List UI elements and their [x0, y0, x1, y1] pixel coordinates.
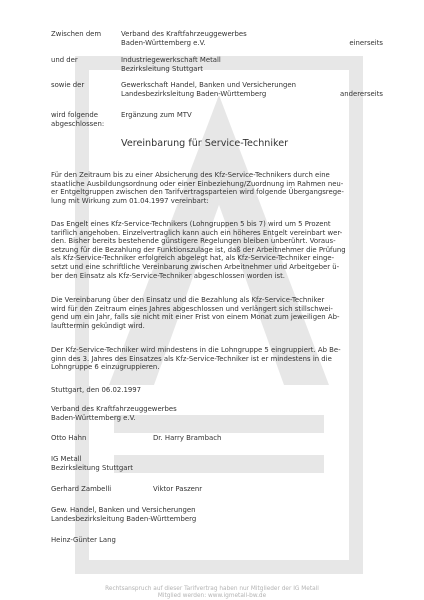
signatory-name: Viktor Paszenr: [153, 485, 203, 493]
text-line: Der Kfz-Service-Techniker wird mindestens in die Lohngruppe 5 eingruppiert. Ab Be-: [51, 346, 341, 354]
footer: [0, 586, 424, 600]
text-line: er Entgeltgruppen zwischen den Tarifvertragsparteien wird folgende Übergangsrege-: [51, 188, 344, 197]
text-line: laufttermin gekündigt wird.: [51, 321, 145, 330]
signatory-name: Otto Hahn: [51, 434, 87, 442]
agreement-type: Ergänzung zum MTV: [121, 111, 192, 119]
text-line: Die Vereinbarung über den Einsatz und die Bezahlung als Kfz-Service-Techniker: [51, 296, 325, 304]
text-line: gend um ein Jahr, falls sie nicht mit einer Frist von einem Monat zum jeweiligen Ab-: [51, 313, 340, 322]
party-label: Zwischen dem: [51, 30, 102, 38]
text-line: als Kfz-Service-Techniker erfolgreich abgelegt hat, als Kfz-Service-Techniker einge-: [51, 254, 335, 263]
signature-org: Gew. Handel, Banken und Versicherungen: [51, 506, 196, 514]
footer-line: Rechtsanspruch auf dieser Tarifvertrag haben nur Mitglieder der IG Metall: [105, 586, 319, 592]
party-name: Landesbezirksleitung Baden-Württemberg: [121, 89, 267, 98]
signature-org: IG Metall: [51, 455, 82, 463]
signature-block-2: [51, 455, 381, 472]
signature-block-1: [51, 405, 381, 422]
paragraph-3: [51, 296, 381, 330]
footer-line: Mitglied werden: www.igmetall-bw.de: [157, 593, 267, 600]
text-line: setzung für die Bezahlung der Funktionszulage ist, daß der Arbeitnehmer die Prüfung: [51, 245, 346, 254]
text-line: ber den Einsatz als Kfz-Service-Techniker abgeschlossen worden ist.: [51, 271, 285, 280]
paragraph-2: [51, 220, 381, 280]
party-label: wird folgende: [51, 111, 98, 119]
text-line: lung mit Wirkung zum 01.04.1997 vereinbart:: [51, 196, 209, 205]
party-label: abgeschlossen:: [51, 119, 105, 128]
party-name: Industriegewerkschaft Metall: [121, 56, 221, 64]
party-label: sowie der: [51, 81, 85, 89]
signature-names-2: [51, 485, 381, 494]
signature-names-1: [51, 434, 381, 443]
party-label: und der: [51, 56, 78, 64]
party-name: Bezirksleitung Stuttgart: [121, 64, 203, 73]
party-side: einerseits: [349, 39, 383, 47]
signature-block-3: [51, 506, 381, 523]
date-line: Stuttgart, den 06.02.1997: [51, 386, 141, 394]
text-line: setzt und eine schriftliche Vereinbarung zwischen Arbeitnehmer und Arbeitgeber ü-: [51, 262, 340, 271]
text-line: tariflich angehoben. Einzelvertraglich kann auch ein höheres Entgelt vereinbart wer-: [51, 228, 343, 237]
paragraph-4: [51, 346, 381, 372]
text-line: Das Engelt eines Kfz-Service-Technikers (Lohngruppen 5 bis 7) wird um 5 Prozent: [51, 220, 331, 228]
signature-org: Baden-Württemberg e.V.: [51, 413, 136, 422]
text-line: wird für den Zeitraum eines Jahres abgeschlossen und verlängert sich stillschwei-: [51, 304, 333, 313]
text-line: Lohngruppe 6 einzugruppieren.: [51, 363, 160, 372]
text-line: staatliche Ausbildungsordnung oder einer Einbeziehung/Zuordnung im Rahmen neu-: [51, 179, 344, 188]
signatory-name: Heinz-Günter Lang: [51, 536, 116, 544]
text-line: ginn des 3. Jahres des Einsatzes als Kfz-Service-Techniker ist er mindestens in die: [51, 354, 332, 363]
paragraph-1: [51, 171, 381, 205]
party-name: Baden-Württemberg e.V.: [121, 38, 206, 47]
signatory-name: Gerhard Zambelli: [51, 485, 112, 493]
text-line: den. Bisher bereits bestehende günstigere Regelungen bleiben unberührt. Voraus-: [51, 237, 336, 246]
party-name: Verband des Kraftfahrzeuggewerbes: [121, 30, 247, 38]
signature-names-3: [51, 536, 381, 545]
text-line: Für den Zeitraum bis zu einer Absicherung des Kfz-Service-Technikers durch eine: [51, 171, 330, 179]
document-title: Vereinbarung für Service-Techniker: [121, 138, 289, 149]
party-name: Gewerkschaft Handel, Banken und Versicherungen: [121, 81, 296, 89]
signature-org: Bezirksleitung Stuttgart: [51, 463, 133, 472]
signature-org: Landesbezirksleitung Baden-Württemberg: [51, 514, 197, 523]
signature-org: Verband des Kraftfahrzeuggewerbes: [51, 405, 177, 413]
signatory-name: Dr. Harry Brambach: [153, 434, 222, 442]
party-side: andererseits: [340, 90, 383, 98]
